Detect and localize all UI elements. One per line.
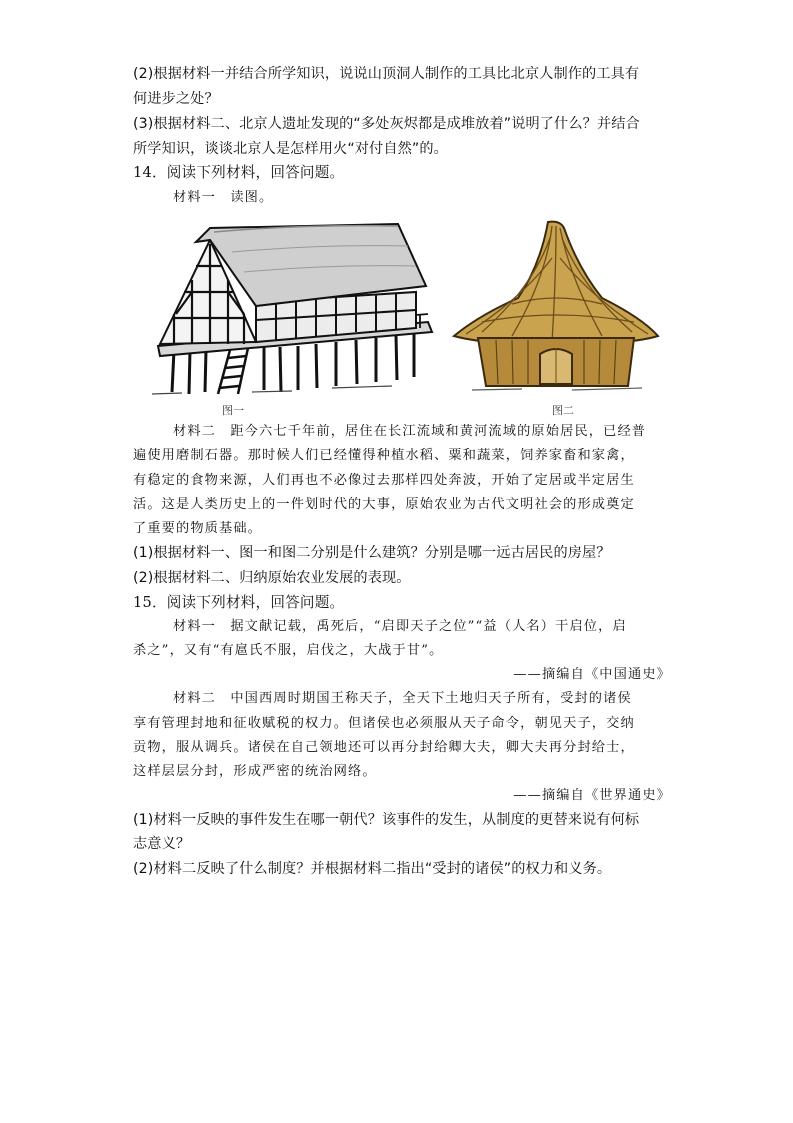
q14-material2-line3: 有稳定的食物来源，人们再也不必像过去那样四处奔波，开始了定居或半定居生	[133, 473, 635, 488]
figure2-caption: 图二	[552, 404, 574, 417]
q15-question1-line2: 志意义？	[133, 836, 191, 852]
q15-source1: ——摘编自《中国通史》	[513, 667, 671, 682]
q14-question2: (2)根据材料二、归纳原始农业发展的表现。	[133, 570, 411, 586]
q14-heading: 14．阅读下列材料，回答问题。	[133, 164, 345, 181]
q15-source2: ——摘编自《世界通史》	[513, 788, 671, 803]
q14-question1: (1)根据材料一、图一和图二分别是什么建筑？分别是哪一远古居民的房屋？	[133, 545, 611, 561]
q14-material2-line2: 遍使用磨制石器。那时候人们已经懂得种植水稻、粟和蔬菜，饲养家畜和家禽，	[133, 448, 635, 463]
q15-material2-line3: 贡物，服从调兵。诸侯在自己领地还可以再分封给卿大夫，卿大夫再分封给士，	[133, 740, 635, 755]
q15-heading: 15．阅读下列材料，回答问题。	[133, 594, 345, 611]
q13-part3-line1: (3)根据材料二、北京人遗址发现的“多处灰烬都是成堆放着”说明了什么？并结合	[133, 116, 640, 132]
q15-material2-line2: 享有管理封地和征收赋税的权力。但诸侯也必须服从天子命令，朝见天子，交纳	[133, 716, 635, 731]
q15-material1-line1: 材料一 据文献记载，禹死后，“启即天子之位”“益（人名）干启位，启	[173, 619, 627, 634]
thatched-hut-illustration	[452, 218, 660, 396]
q14-material2-line4: 活。这是人类历史上的一件划时代的大事，原始农业为古代文明社会的形成奠定	[133, 497, 635, 512]
q15-question1-line1: (1)材料一反映的事件发生在哪一朝代？该事件的发生，从制度的更替来说有何标	[133, 812, 640, 828]
q14-material2-line1: 材料二 距今六七千年前，居住在长江流域和黄河流域的原始居民，已经普	[173, 424, 647, 439]
q15-material2-line1: 材料二 中国西周时期国王称天子，全天下土地归天子所有，受封的诸侯	[173, 691, 632, 706]
q15-material2-line4: 这样层层分封，形成严密的统治网络。	[133, 764, 377, 779]
q15-material1-line2: 杀之”，又有“有扈氏不服，启伐之，大战于甘”。	[133, 643, 444, 658]
stilt-house-illustration	[152, 222, 434, 398]
q15-question2: (2)材料二反映了什么制度？并根据材料二指出“受封的诸侯”的权力和义务。	[133, 861, 612, 877]
q14-material1-label: 材料一 读图。	[173, 190, 274, 205]
q13-part3-line2: 所学知识，谈谈北京人是怎样用火“对付自然”的。	[133, 141, 448, 157]
q13-part2-line1: (2)根据材料一并结合所学知识，说说山顶洞人制作的工具比北京人制作的工具有	[133, 66, 640, 82]
q13-part2-line2: 何进步之处？	[133, 91, 219, 107]
q14-material2-line5: 了重要的物质基础。	[133, 521, 263, 536]
figure1-caption: 图一	[222, 404, 244, 417]
